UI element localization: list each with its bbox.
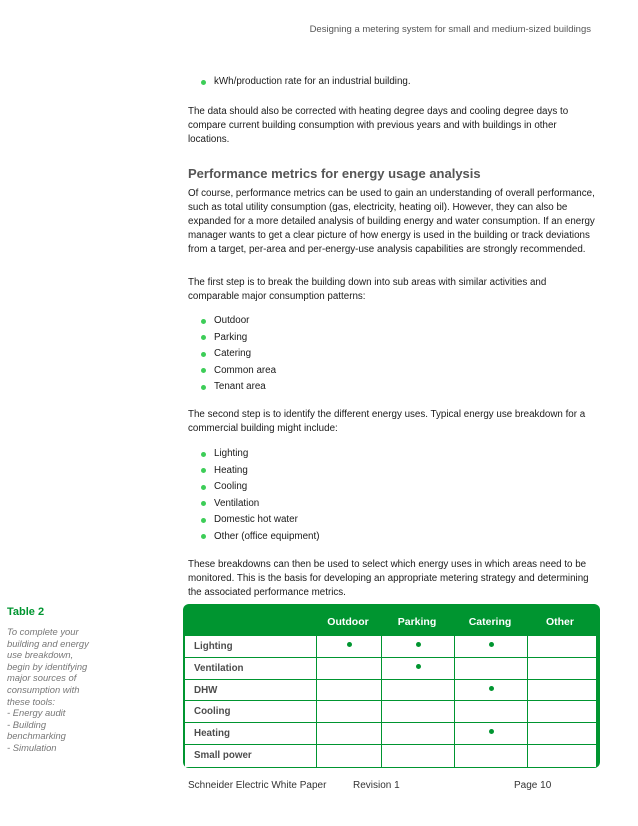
- bullet-mark-icon: [489, 642, 494, 647]
- row-label: Ventilation: [194, 662, 244, 674]
- table-row: [185, 745, 596, 767]
- table-row: [185, 680, 596, 701]
- table-cell: [316, 680, 381, 701]
- list-item: Heating: [201, 464, 319, 481]
- table-cell: [381, 636, 454, 657]
- bullet-mark-icon: [489, 686, 494, 691]
- row-label: Small power: [194, 750, 252, 761]
- caption-line: begin by identifying: [7, 660, 88, 672]
- table-row: [185, 636, 596, 657]
- table-cell: [454, 658, 527, 679]
- column-header-outdoor: Outdoor: [327, 616, 369, 628]
- row-label: Cooling: [194, 706, 231, 718]
- table-row: [185, 701, 596, 722]
- table-cell: [527, 636, 596, 657]
- bullet-mark-icon: [489, 729, 494, 734]
- table-cell: [381, 701, 454, 722]
- table-cell: [527, 680, 596, 701]
- table-caption-body: [7, 626, 127, 754]
- table-cell: [316, 658, 381, 679]
- table-row: [185, 658, 596, 679]
- row-label: Lighting: [194, 641, 233, 652]
- paragraph-breakdowns: These breakdowns can then be used to select which energy uses in which areas need to be monitored. This is the basis for developing an appropriate metering strategy and determining the associated performance metrics.: [188, 559, 589, 598]
- bullet-mark-icon: [416, 664, 421, 669]
- table-row: [185, 723, 596, 744]
- table-header-row: [183, 604, 600, 634]
- table-cell: [454, 636, 527, 657]
- column-header-catering: Catering: [468, 616, 512, 628]
- caption-line: - Simulation: [7, 741, 57, 753]
- table-cell: [454, 745, 527, 767]
- table-cell: [454, 680, 527, 701]
- table-cell: [381, 745, 454, 767]
- caption-line: building and energy: [7, 637, 89, 649]
- running-header: Designing a metering system for small and medium-sized buildings: [309, 24, 591, 35]
- caption-line: these tools:: [7, 695, 55, 707]
- table-cell: [316, 723, 381, 744]
- table-cell: [316, 701, 381, 722]
- list-item: kWh/production rate for an industrial building.: [201, 75, 411, 92]
- caption-line: - Building: [7, 718, 47, 730]
- list-item: Catering: [201, 347, 276, 364]
- list-item: Common area: [201, 364, 276, 381]
- table-cell: [527, 701, 596, 722]
- paragraph-first-step: The first step is to break the building down into sub areas with similar activities and comparable major consumption patterns:: [188, 277, 547, 302]
- area-list: [201, 314, 276, 397]
- list-item: Domestic hot water: [201, 513, 319, 530]
- footer-company: Schneider Electric White Paper: [188, 780, 327, 791]
- table-caption-title: Table 2: [7, 606, 45, 618]
- table-cell: [316, 745, 381, 767]
- paragraph-performance: Of course, performance metrics can be used to gain an understanding of overall performance, such as total utility consumption (gas, electricity, heating oil). However, they can also be expanded for a more detailed analysis of building energy and water consumption. If an energy manager wants to get a clear picture of how energy is used in the building or track deviations from a target, per-area and per-energy-use analysis capabilities are strongly recommended.: [188, 188, 595, 255]
- list-item: Lighting: [201, 447, 319, 464]
- caption-line: - Energy audit: [7, 707, 66, 719]
- row-label: DHW: [194, 684, 218, 696]
- table-cell: [381, 658, 454, 679]
- table-cell: [527, 658, 596, 679]
- list-item: Tenant area: [201, 380, 276, 397]
- row-label: Heating: [194, 728, 230, 740]
- paragraph-second-step: The second step is to identify the different energy uses. Typical energy use breakdown for a commercial building might include:: [188, 409, 586, 434]
- table-cell: [454, 701, 527, 722]
- paragraph-degree-days: The data should also be corrected with heating degree days and cooling degree days to compare current building consumption with previous years and with buildings in other locations.: [188, 106, 569, 145]
- list-item: Ventilation: [201, 497, 319, 514]
- list-item: Cooling: [201, 480, 319, 497]
- section-heading: Performance metrics for energy usage analysis: [188, 166, 481, 181]
- caption-line: use breakdown,: [7, 649, 74, 661]
- table-cell: [316, 636, 381, 657]
- column-header-other: Other: [545, 616, 574, 628]
- bullet-mark-icon: [347, 642, 352, 647]
- column-header-parking: Parking: [397, 616, 437, 628]
- energy-use-table: [183, 604, 600, 768]
- energy-use-list: [201, 447, 319, 547]
- caption-line: benchmarking: [7, 730, 66, 742]
- table-cell: [454, 723, 527, 744]
- footer-page-number: Page 10: [514, 780, 552, 791]
- table-cell: [527, 745, 596, 767]
- bullet-mark-icon: [416, 642, 421, 647]
- top-bullet-list: [201, 75, 411, 92]
- table-cell: [381, 680, 454, 701]
- footer-revision: Revision 1: [353, 780, 400, 791]
- caption-line: major sources of: [7, 672, 77, 684]
- table-cell: [381, 723, 454, 744]
- list-item: Outdoor: [201, 314, 276, 331]
- table-cell: [527, 723, 596, 744]
- caption-line: consumption with: [7, 683, 80, 695]
- caption-line: To complete your: [7, 626, 79, 637]
- list-item: Other (office equipment): [201, 530, 319, 547]
- list-item: Parking: [201, 331, 276, 348]
